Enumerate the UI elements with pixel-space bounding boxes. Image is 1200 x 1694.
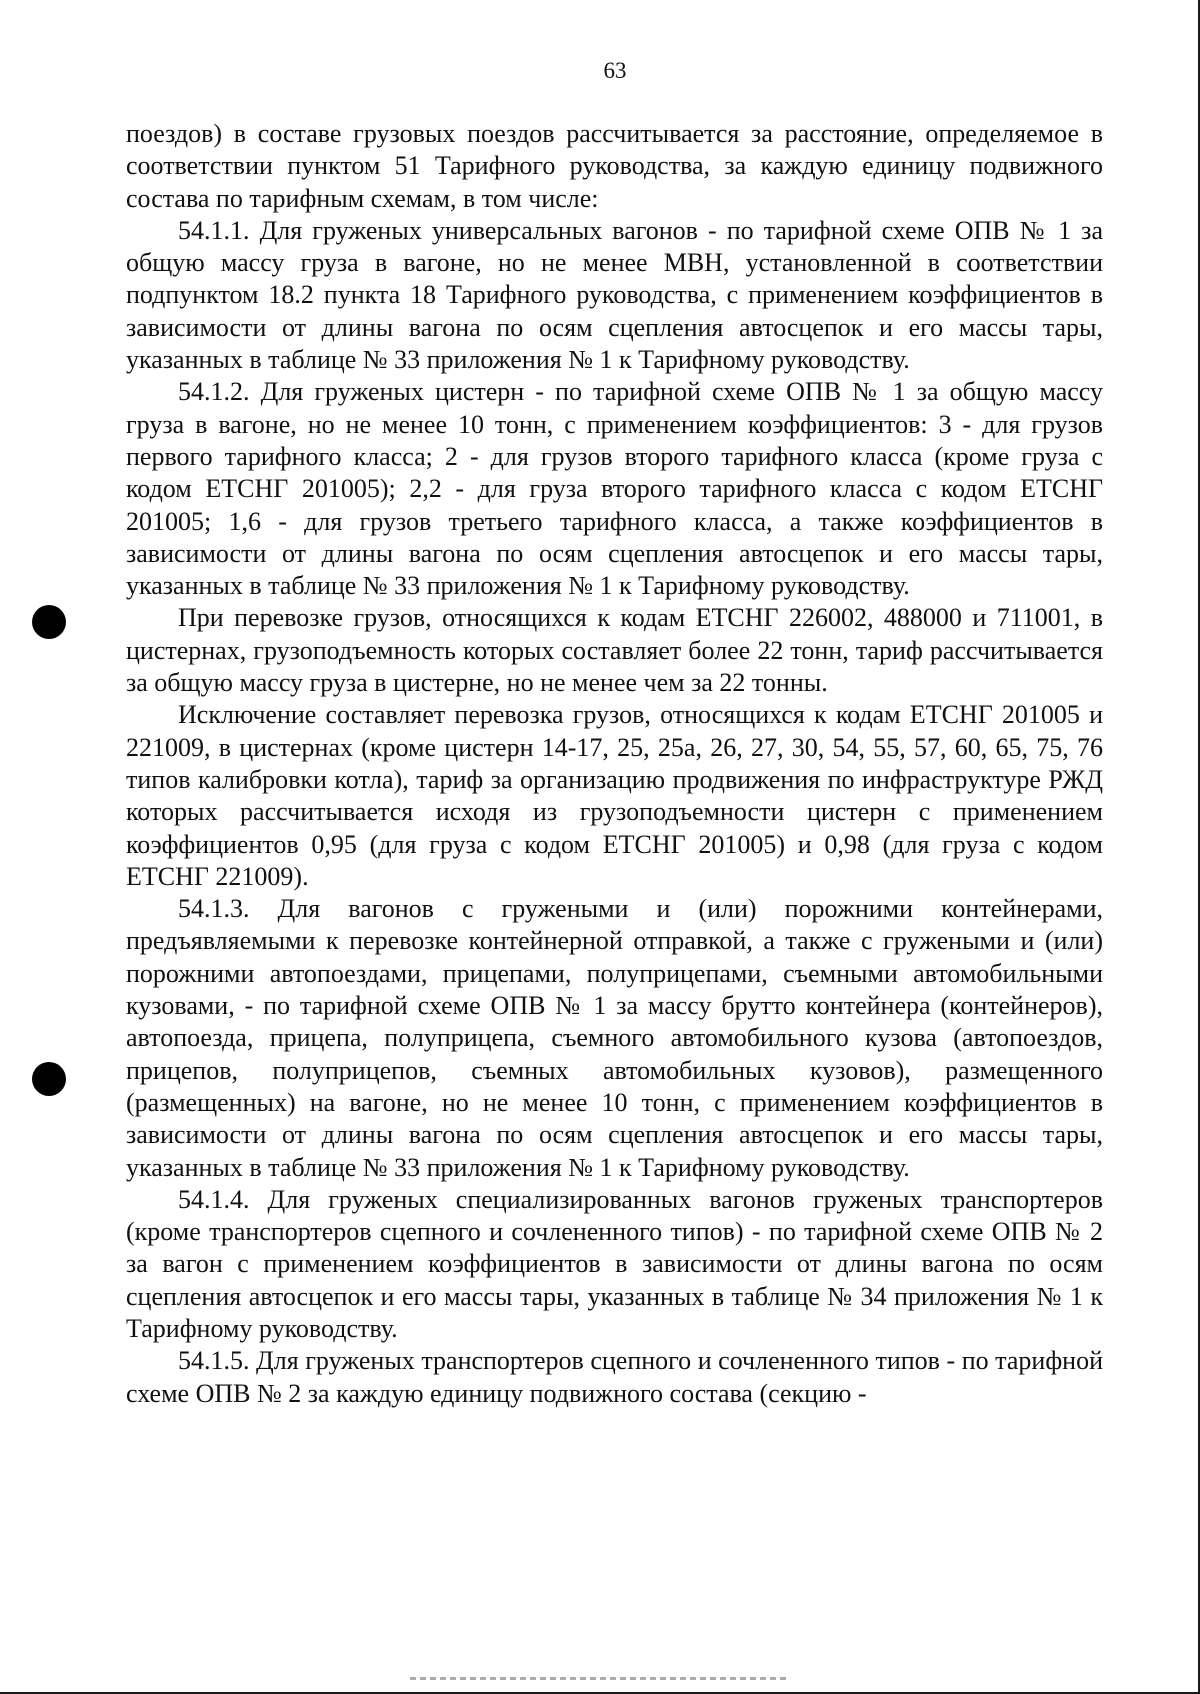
punch-hole-mark (32, 605, 66, 639)
page-number: 63 (603, 58, 627, 83)
punch-hole-mark (32, 1062, 66, 1096)
paragraph-54-1-3: 54.1.3. Для вагонов с гружеными и (или) порожними контейнерами, предъявляемыми к перевозке контейнерной отправкой, а также с гружеными и (или) порожними автопоездами, прицепами, полуприцепами, съемными автомобильными кузовами, - по тарифной схеме ОПВ № 1 за массу брутто контейнера (контейнеров), автопоезда, прицепа, полуприцепа, съемного автомобильного кузова (автопоездов, прицепов, полуприцепов, съемных автомобильных кузовов), размещенного (размещенных) на вагоне, но не менее 10 тонн, с применением коэффициентов в зависимости от длины вагона по осям сцепления автосцепок и его массы тары, указанных в таблице № 33 приложения № 1 к Тарифному руководству. (126, 894, 1103, 1182)
paragraph-54-1-2: 54.1.2. Для груженых цистерн - по тарифной схеме ОПВ № 1 за общую массу груза в вагоне, но не менее 10 тонн, с применением коэффициентов: 3 - для грузов первого тарифного класса; 2 - для грузов второго тарифного класса (кроме груза с кодом ЕТСНГ 201005); 2,2 - для груза второго тарифного класса с кодом ЕТСНГ 201005; 1,6 - для грузов третьего тарифного класса, а также коэффициентов в зависимости от длины вагона по осям сцепления автосцепок и его массы тары, указанных в таблице № 33 приложения № 1 к Тарифному руководству. (126, 377, 1103, 601)
paragraph-exception: Исключение составляет перевозка грузов, относящихся к кодам ЕТСНГ 201005 и 221009, в цистернах (кроме цистерн 14-17, 25, 25а, 26, 27, 30, 54, 55, 57, 60, 65, 75, 76 типов калибровки котла), тариф за организацию продвижения по инфраструктуре РЖД которых рассчитывается исходя из грузоподъемности цистерн с применением коэффициентов 0,95 (для груза с кодом ЕТСНГ 201005) и 0,98 (для груза с кодом ЕТСНГ 221009). (126, 700, 1103, 891)
scan-artifact (410, 1677, 790, 1680)
paragraph-tank-cargo-rule: При перевозке грузов, относящихся к кодам ЕТСНГ 226002, 488000 и 711001, в цистернах, грузоподъемность которых составляет более 22 тонн, тариф рассчитывается за общую массу груза в цистерне, но не менее чем за 22 тонны. (126, 603, 1103, 698)
paragraph-54-1-1: 54.1.1. Для груженых универсальных вагонов - по тарифной схеме ОПВ № 1 за общую массу груза в вагоне, но не менее МВН, установленной в соответствии подпунктом 18.2 пункта 18 Тарифного руководства, с применением коэффициентов в зависимости от длины вагона по осям сцепления автосцепок и его массы тары, указанных в таблице № 33 приложения № 1 к Тарифному руководству. (126, 215, 1103, 375)
document-body (126, 118, 1103, 1410)
paragraph-54-1-4: 54.1.4. Для груженых специализированных вагонов груженых транспортеров (кроме транспортеров сцепного и сочлененного типов) - по тарифной схеме ОПВ № 2 за вагон с применением коэффициентов в зависимости от длины вагона по осям сцепления автосцепок и его массы тары, указанных в таблице № 34 приложения № 1 к Тарифному руководству. (126, 1184, 1103, 1343)
paragraph-54-1-5: 54.1.5. Для груженых транспортеров сцепного и сочлененного типов - по тарифной схеме ОПВ № 2 за каждую единицу подвижного состава (секцию - (126, 1346, 1103, 1408)
paragraph-continuation: поездов) в составе грузовых поездов рассчитывается за расстояние, определяемое в соответствии пунктом 51 Тарифного руководства, за каждую единицу подвижного состава по тарифным схемам, в том числе: (126, 119, 1103, 213)
